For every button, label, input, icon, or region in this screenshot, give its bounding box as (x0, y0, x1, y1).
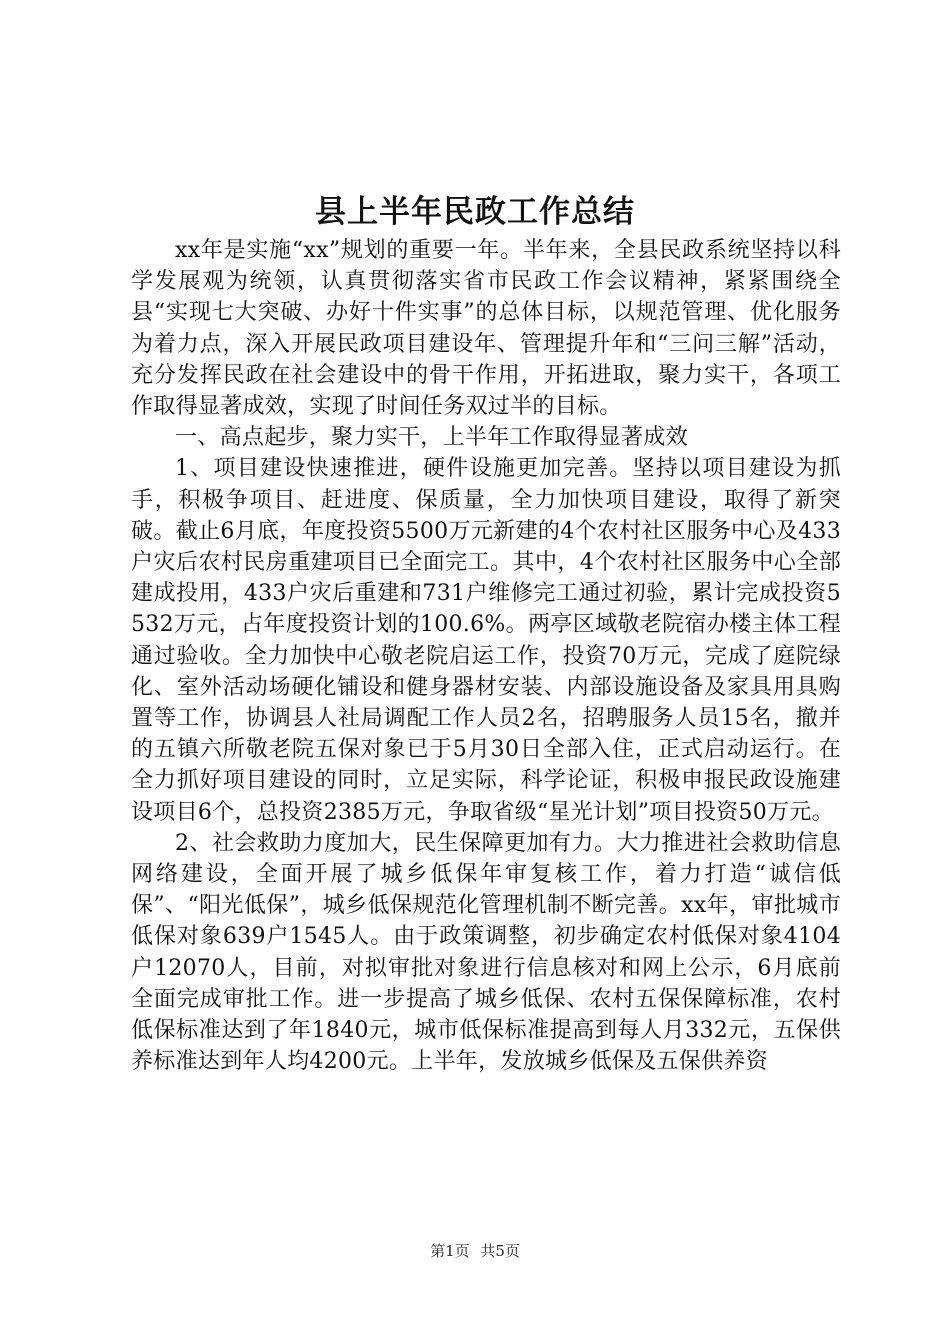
page-number: 第1页 (430, 1242, 470, 1260)
body-paragraph: 1、项目建设快速推进，硬件设施更加完善。坚持以项目建设为抓手，积极争项目、赶进度、保质量，全力加快项目建设，取得了新突破。截止6月底，年度投资5500万元新建的4个农村社区服务中心及433户灾后农村民房重建项目已全面完工。其中，4个农村社区服务中心全部建成投用，433户灾后重建和731户维修完工通过初验，累计完成投资5532万元，占年度投资计划的100.6%。两亭区域敬老院宿办楼主体工程通过验收。全力加快中心敬老院启运工作，投资70万元，完成了庭院绿化、室外活动场硬化铺设和健身器材安装、内部设施设备及家具用具购置等工作，协调县人社局调配工作人员2名，招聘服务人员15名，撤并的五镇六所敬老院五保对象已于5月30日全部入住，正式启动运行。在全力抓好项目建设的同时，立足实际，科学论证，积极申报民政设施建设项目6个，总投资2385万元，争取省级“星光计划”项目投资50万元。 (131, 456, 841, 825)
page-footer (0, 1240, 950, 1261)
body-paragraph: 2、社会救助力度加大，民生保障更加有力。大力推进社会救助信息网络建设，全面开展了城乡低保年审复核工作，着力打造“诚信低保”、“阳光低保”，城乡低保规范化管理机制不断完善。xx年，审批城市低保对象639户1545人。由于政策调整，初步确定农村低保对象4104户12070人，目前，对拟审批对象进行信息核对和网上公示，6月底前全面完成审批工作。进一步提高了城乡低保、农村五保保障标准，农村低保标准达到了年1840元，城市低保标准提高到每人月332元，五保供养标准达到年人均4200元。上半年，发放城乡低保及五保供养资 (131, 830, 841, 1075)
document-title: 县上半年民政工作总结 (315, 194, 635, 230)
page-total: 共5页 (480, 1242, 520, 1260)
intro-paragraph: xx年是实施“xx”规划的重要一年。半年来，全县民政系统坚持以科学发展观为统领，认真贯彻落实省市民政工作会议精神，紧紧围绕全县“实现七大突破、办好十件实事”的总体目标，以规范管理、优化服务为着力点，深入开展民政项目建设年、管理提升年和“三问三解”活动，充分发挥民政在社会建设中的骨干作用，开拓进取，聚力实干，各项工作取得显著成效，实现了时间任务双过半的目标。 (131, 238, 841, 420)
section-heading: 一、高点起步，聚力实干，上半年工作取得显著成效 (175, 425, 688, 451)
document-body (131, 235, 841, 1077)
